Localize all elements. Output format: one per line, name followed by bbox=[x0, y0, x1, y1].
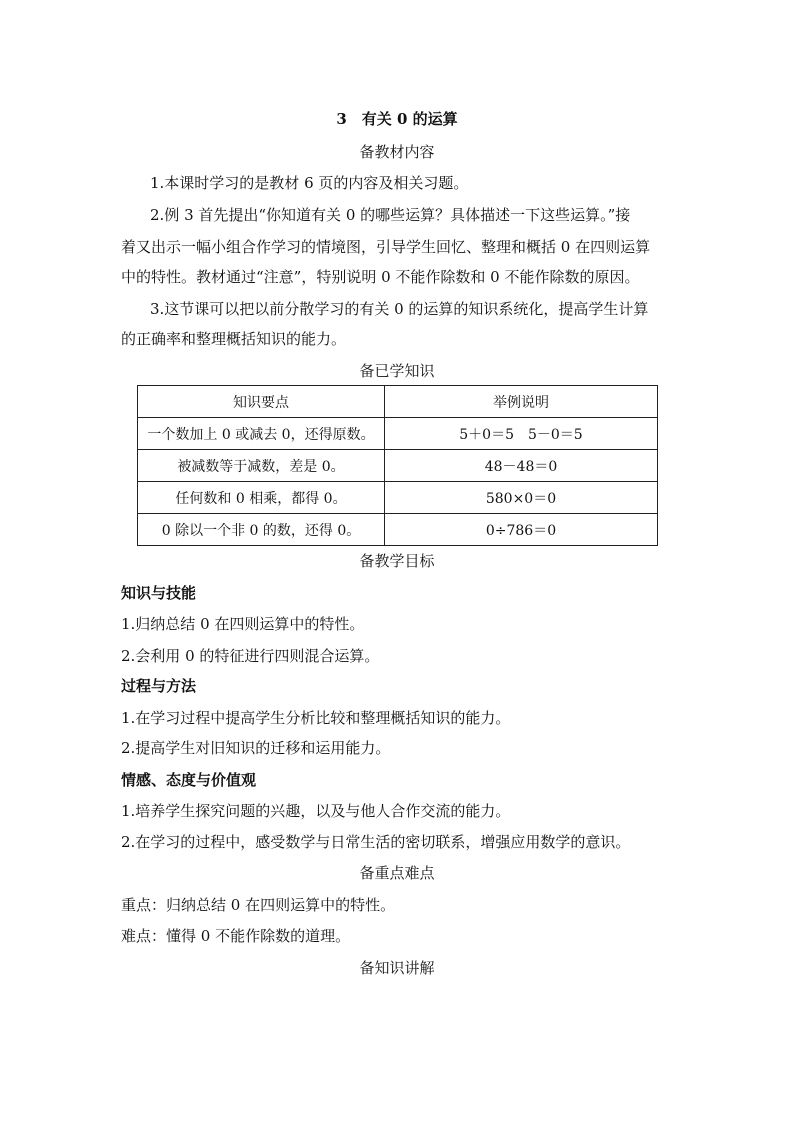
table-cell: 0÷786＝0 bbox=[385, 514, 658, 546]
table-cell: 5＋0＝5 5－0＝5 bbox=[385, 418, 658, 450]
table-header-cell: 举例说明 bbox=[385, 386, 658, 418]
list-item: 2.提高学生对旧知识的迁移和运用能力。 bbox=[121, 739, 391, 757]
paragraph-line: 3.这节课可以把以前分散学习的有关 0 的运算的知识系统化，提高学生计算 bbox=[150, 300, 649, 318]
list-item: 2.在学习的过程中，感受数学与日常生活的密切联系，增强应用数学的意识。 bbox=[121, 833, 631, 851]
paragraph-line: 1.本课时学习的是教材 6 页的内容及相关习题。 bbox=[150, 174, 469, 192]
paragraph-line: 2.例 3 首先提出“你知道有关 0 的哪些运算？具体描述一下这些运算。”接 bbox=[150, 206, 631, 224]
subheading: 知识与技能 bbox=[121, 584, 197, 602]
table-header-cell: 知识要点 bbox=[138, 386, 385, 418]
list-item: 1.培养学生探究问题的兴趣，以及与他人合作交流的能力。 bbox=[121, 802, 511, 820]
table-row bbox=[138, 418, 658, 450]
section-heading-material: 备教材内容 bbox=[359, 143, 435, 161]
paragraph-line: 中的特性。教材通过“注意”，特别说明 0 不能作除数和 0 不能作除数的原因。 bbox=[121, 268, 640, 286]
table-cell: 一个数加上 0 或减去 0，还得原数。 bbox=[138, 418, 385, 450]
paragraph-line: 的正确率和整理概括知识的能力。 bbox=[121, 330, 347, 348]
subheading: 情感、态度与价值观 bbox=[121, 771, 257, 789]
table-row bbox=[138, 514, 658, 546]
table-row bbox=[138, 450, 658, 482]
paragraph-line: 着又出示一幅小组合作学习的情境图，引导学生回忆、整理和概括 0 在四则运算 bbox=[121, 238, 651, 256]
section-heading-prior: 备已学知识 bbox=[359, 362, 435, 380]
section-heading-goals: 备教学目标 bbox=[359, 552, 435, 570]
table-cell: 任何数和 0 相乘，都得 0。 bbox=[138, 482, 385, 514]
table-cell: 被减数等于减数，差是 0。 bbox=[138, 450, 385, 482]
list-item: 2.会利用 0 的特征进行四则混合运算。 bbox=[121, 647, 380, 665]
key-point-line: 重点：归纳总结 0 在四则运算中的特性。 bbox=[121, 896, 396, 914]
table-cell: 0 除以一个非 0 的数，还得 0。 bbox=[138, 514, 385, 546]
table-row bbox=[138, 482, 658, 514]
difficulty-line: 难点：懂得 0 不能作除数的道理。 bbox=[121, 927, 351, 945]
table-cell: 48－48＝0 bbox=[385, 450, 658, 482]
subheading: 过程与方法 bbox=[121, 677, 197, 695]
list-item: 1.在学习过程中提高学生分析比较和整理概括知识的能力。 bbox=[121, 709, 511, 727]
table-cell: 580×0＝0 bbox=[385, 482, 658, 514]
section-heading-key: 备重点难点 bbox=[359, 864, 435, 882]
table-header-row bbox=[138, 386, 658, 418]
section-heading-explain: 备知识讲解 bbox=[359, 959, 435, 977]
knowledge-table bbox=[137, 385, 658, 546]
page-title: 3 有关 0 的运算 bbox=[336, 110, 458, 128]
list-item: 1.归纳总结 0 在四则运算中的特性。 bbox=[121, 615, 365, 633]
